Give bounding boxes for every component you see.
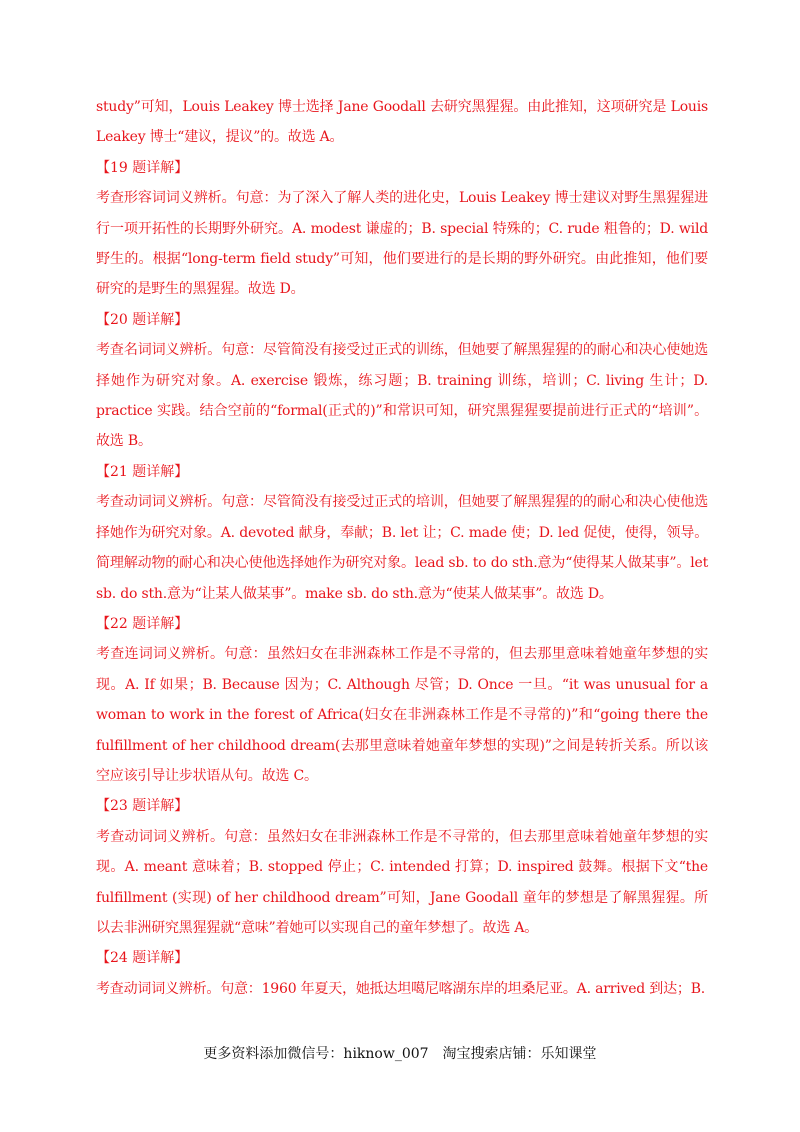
- question-19-explanation: 考查形容词词义辨析。句意：为了深入了解人类的进化史，Louis Leakey 博士建议对野生黑猩猩进行一项开拓性的长期野外研究。A. modest 谦虚的；B. special 特殊的；C. rude 粗鲁的；D. wild 野生的。根据“long-term field study”可知，他们要进行的是长期的野外研究。由此推知，他们要研究的是野生的黑猩猩。故选 D。: [96, 190, 708, 298]
- question-21-explanation: 考查动词词义辨析。句意：尽管简没有接受过正式的培训，但她要了解黑猩猩的的耐心和决心使他选择她作为研究对象。A. devoted 献身，奉献；B. let 让；C. made 使；D. led 促使，使得，领导。简理解动物的耐心和决心使他选择她作为研究对象。lead sb. to do sth.意为“使得某人做某事”。let sb. do sth.意为“让某人做某事”。make sb. do sth.意为“使某人做某事”。故选 D。: [96, 494, 708, 602]
- question-24-explanation: 考查动词词义辨析。句意：1960 年夏天，她抵达坦噶尼喀湖东岸的坦桑尼亚。A. arrived 到达；B.: [96, 980, 706, 997]
- question-21-heading: 【21 题详解】: [96, 463, 189, 480]
- question-19-heading: 【19 题详解】: [96, 159, 189, 176]
- explanation-paragraph-18-cont: study”可知，Louis Leakey 博士选择 Jane Goodall 去研究黑猩猩。由此推知，这项研究是 Louis Leakey 博士“建议，提议”的。故选 A。: [96, 99, 708, 146]
- question-23-heading: 【23 题详解】: [96, 798, 189, 815]
- answer-explanations: [96, 92, 708, 1004]
- question-24-heading: 【24 题详解】: [96, 950, 189, 967]
- question-23-explanation: 考查动词词义辨析。句意：虽然妇女在非洲森林工作是不寻常的，但去那里意味着她童年梦想的实现。A. meant 意味着；B. stopped 停止；C. intended 打算；D. inspired 鼓舞。根据下文“the fulfillment (实现) of her childhood dream”可知，Jane Goodall 童年的梦想是了解黑猩猩。所以去非洲研究黑猩猩就“意味”着她可以实现自己的童年梦想了。故选 A。: [96, 828, 708, 936]
- question-22-explanation: 考查连词词义辨析。句意：虽然妇女在非洲森林工作是不寻常的，但去那里意味着她童年梦想的实现。A. If 如果；B. Because 因为；C. Although 尽管；D. Once 一旦。“it was unusual for a woman to work in the forest of Africa(妇女在非洲森林工作是不寻常的)”和“going there the fulfillment of her childhood dream(去那里意味着她童年梦想的实现)”之间是转折关系。所以该空应该引导让步状语从句。故选 C。: [96, 646, 708, 784]
- question-22-heading: 【22 题详解】: [96, 615, 189, 632]
- question-20-heading: 【20 题详解】: [96, 311, 189, 328]
- question-20-explanation: 考查名词词义辨析。句意：尽管简没有接受过正式的训练，但她要了解黑猩猩的的耐心和决心使她选择她作为研究对象。A. exercise 锻炼，练习题；B. training 训练，培训；C. living 生计；D. practice 实践。结合空前的“formal(正式的)”和常识可知，研究黑猩猩要提前进行正式的“培训”。故选 B。: [96, 342, 708, 450]
- page-footer: 更多资料添加微信号：hiknow_007 淘宝搜索店铺：乐知课堂: [203, 1046, 597, 1062]
